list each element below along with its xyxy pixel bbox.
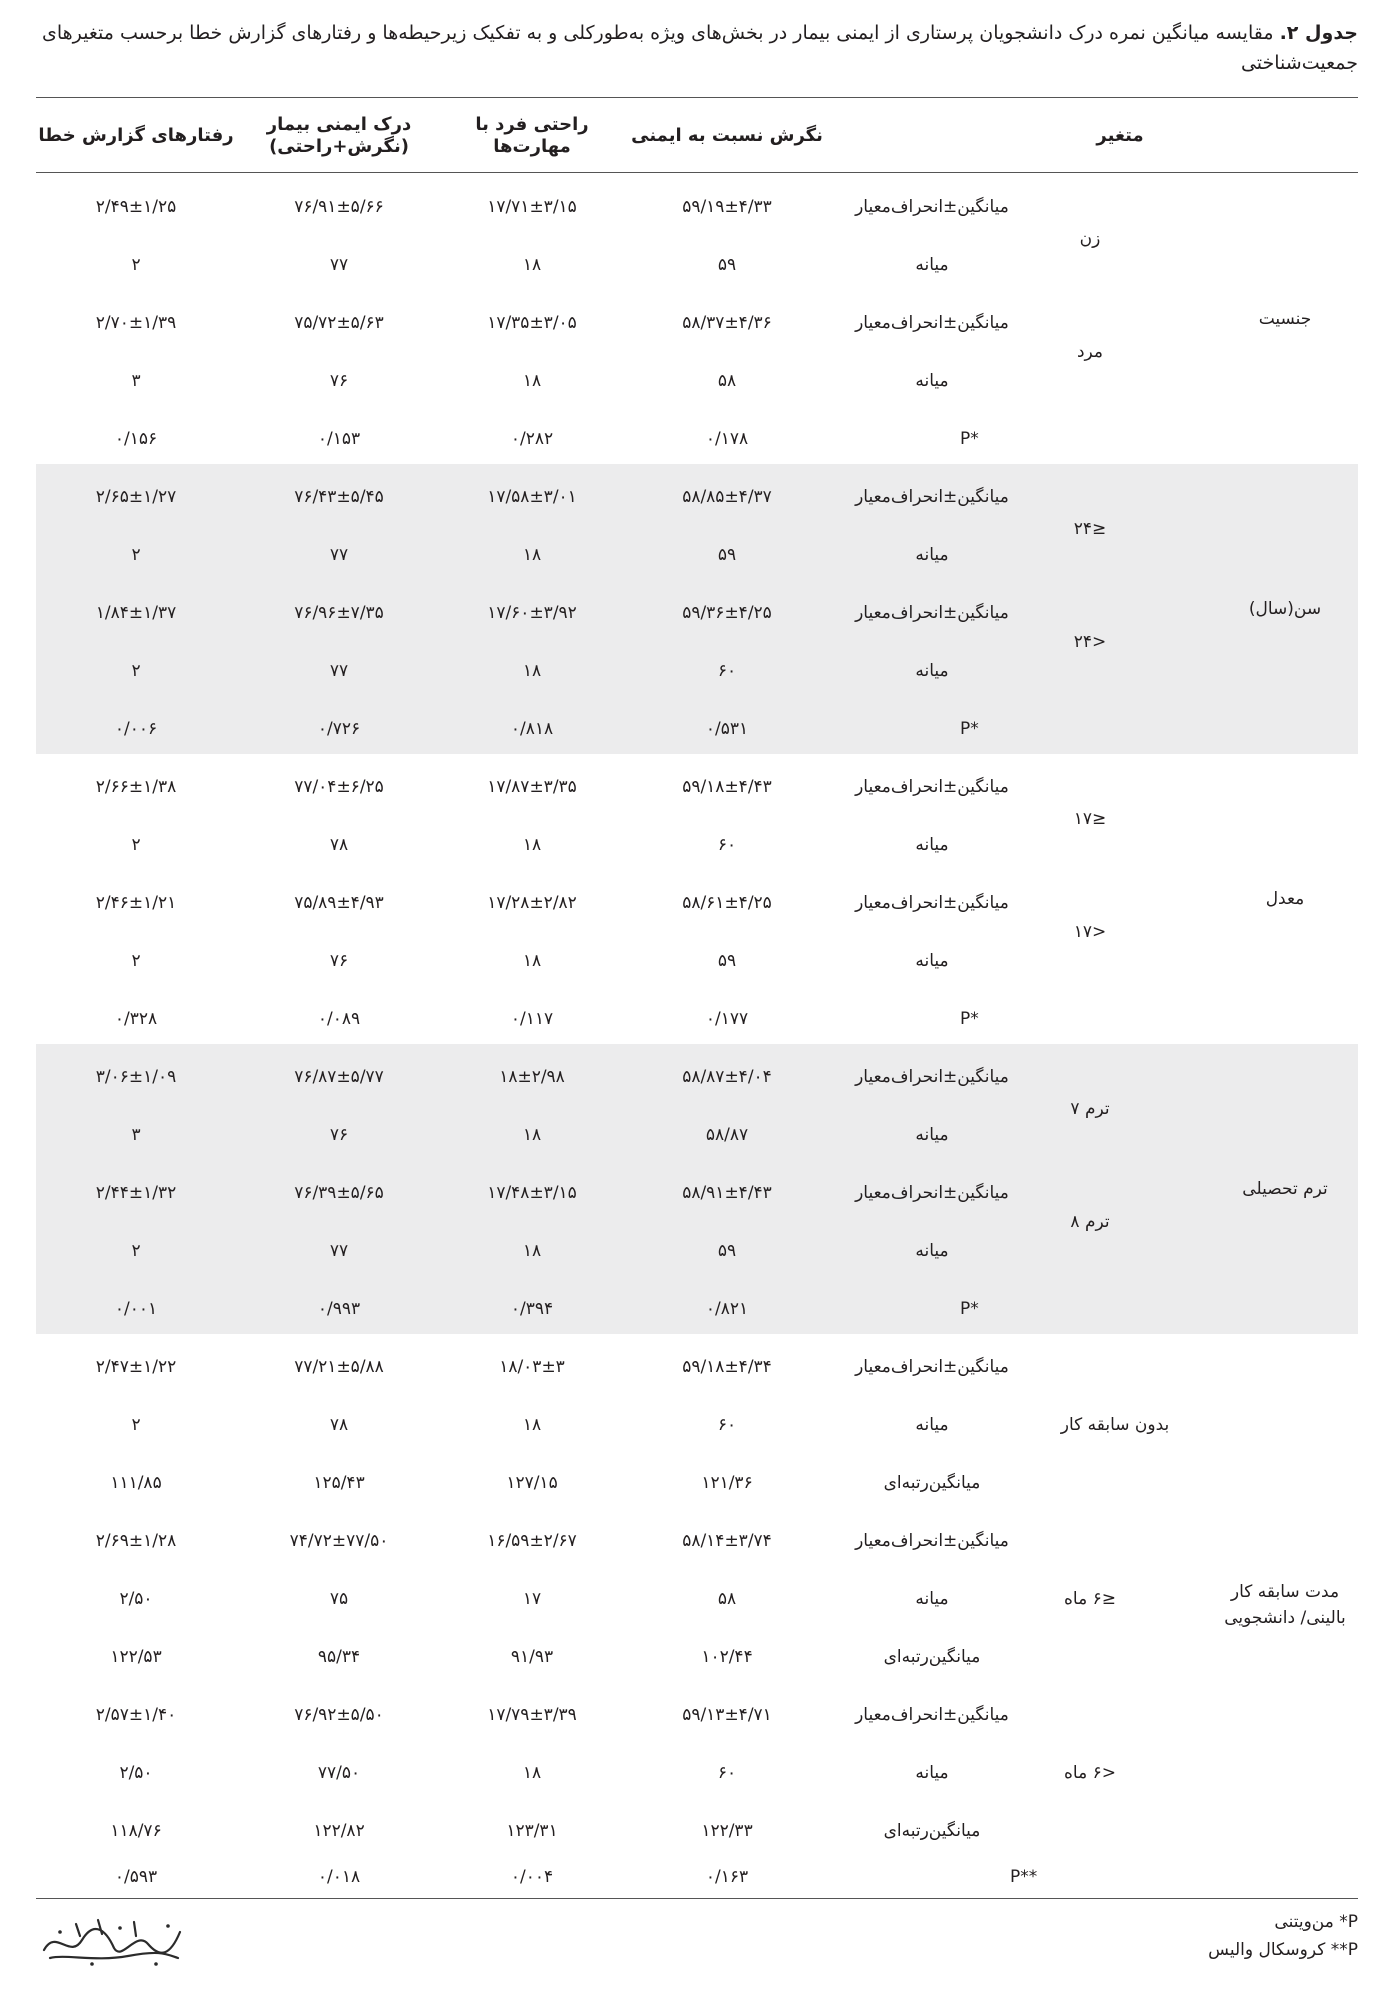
p-value: ۰/۱۵۳	[317, 429, 361, 449]
table-cell: ۱۲۲/۳۳	[701, 1821, 753, 1841]
table-cell: ۲/۶۹±۱/۲۸	[95, 1531, 177, 1551]
p-value: ۰/۱۱۷	[510, 1009, 554, 1029]
table-cell: ۱۷/۷۹±۳/۳۹	[487, 1705, 577, 1725]
table-cell: ۱۷/۶۰±۳/۹۲	[487, 603, 577, 623]
subgroup-label-work-none: بدون سابقه کار	[1060, 1415, 1170, 1435]
stat-label-mean-rank: میانگین‌رتبه‌ای	[883, 1473, 981, 1493]
table-cell: ۲	[131, 951, 141, 971]
table-cell: ۵۹	[717, 1241, 737, 1261]
table-cell: ۱۷/۵۸±۳/۰۱	[487, 487, 577, 507]
subgroup-label-work-le6: ≤۶ ماه	[1064, 1589, 1116, 1609]
table-cell: ۱۸/۰۳±۳	[499, 1357, 565, 1377]
footnote-kruskal-wallis: P** کروسکال والیس	[1208, 1940, 1358, 1960]
table-cell: ۷۶/۹۲±۵/۵۰	[294, 1705, 384, 1725]
stat-label-mean-sd: میانگین±انحراف‌معیار	[855, 197, 1009, 217]
stat-label-mean-sd: میانگین±انحراف‌معیار	[855, 777, 1009, 797]
table-cell: ۱۸	[522, 1763, 542, 1783]
p-value: ۰/۰۱۸	[317, 1867, 361, 1887]
table-cell: ۱۸	[522, 371, 542, 391]
p-label: P*	[960, 429, 979, 449]
table-cell: ۱۱۱/۸۵	[110, 1473, 162, 1493]
table-cell: ۵۹/۱۳±۴/۷۱	[682, 1705, 772, 1725]
table-cell: ۷۶/۹۶±۷/۳۵	[294, 603, 384, 623]
stat-label-median: میانه	[915, 835, 949, 855]
stat-label-median: میانه	[915, 255, 949, 275]
table-cell: ۵۹/۱۸±۴/۴۳	[682, 777, 772, 797]
stat-label-mean-rank: میانگین‌رتبه‌ای	[883, 1647, 981, 1667]
table-cell: ۲	[131, 1241, 141, 1261]
table-cell: ۱۷/۲۸±۲/۸۲	[487, 893, 577, 913]
p-value: ۰/۰۰۴	[510, 1867, 554, 1887]
table-cell: ۵۹/۳۶±۴/۲۵	[682, 603, 772, 623]
table-cell: ۳	[131, 1125, 141, 1145]
table-cell: ۶۰	[717, 1415, 737, 1435]
table-cell: ۱۷/۷۱±۳/۱۵	[487, 197, 577, 217]
header-comfort: راحتی فرد با مهارت‌ها	[475, 114, 589, 157]
subgroup-label-gpa-le17: ≤۱۷	[1073, 809, 1107, 829]
table-cell: ۷۷	[329, 255, 349, 275]
table-cell: ۲/۷۰±۱/۳۹	[95, 313, 177, 333]
table-cell: ۱۸	[522, 1125, 542, 1145]
table-cell: ۲	[131, 545, 141, 565]
header-attitude: نگرش نسبت به ایمنی	[631, 125, 823, 146]
stat-label-mean-sd: میانگین±انحراف‌معیار	[855, 313, 1009, 333]
stat-label-median: میانه	[915, 1763, 949, 1783]
subgroup-label-age-gt24: <۲۴	[1073, 632, 1107, 652]
group-label-work: مدت سابقه کار بالینی/ دانشجویی	[1224, 1582, 1346, 1628]
group-label-age: سن(سال)	[1248, 599, 1322, 619]
p-label: P**	[1010, 1867, 1038, 1887]
table-cell: ۱۷/۴۸±۳/۱۵	[487, 1183, 577, 1203]
stat-label-median: میانه	[915, 1125, 949, 1145]
p-value: ۰/۹۹۳	[317, 1299, 361, 1319]
p-value: ۰/۳۲۸	[114, 1009, 158, 1029]
stat-label-mean-sd: میانگین±انحراف‌معیار	[855, 1357, 1009, 1377]
table-cell: ۶۰	[717, 661, 737, 681]
table-cell: ۱۲۲/۸۲	[313, 1821, 365, 1841]
stat-label-mean-sd: میانگین±انحراف‌معیار	[855, 893, 1009, 913]
p-label: P*	[960, 1009, 979, 1029]
stat-label-mean-sd: میانگین±انحراف‌معیار	[855, 487, 1009, 507]
p-value: ۰/۱۶۳	[705, 1867, 749, 1887]
table-cell: ۶۰	[717, 835, 737, 855]
table-cell: ۱۸±۲/۹۸	[499, 1067, 565, 1087]
p-value: ۰/۱۷۷	[705, 1009, 749, 1029]
subgroup-label-age-le24: ≤۲۴	[1073, 519, 1107, 539]
table-cell: ۲/۵۷±۱/۴۰	[95, 1705, 177, 1725]
table-cell: ۷۶/۳۹±۵/۶۵	[294, 1183, 384, 1203]
subgroup-label-term8: ترم ۸	[1070, 1212, 1110, 1232]
p-label: P*	[960, 1299, 979, 1319]
table-cell: ۱۸	[522, 835, 542, 855]
table-cell: ۵۸/۸۵±۴/۳۷	[682, 487, 772, 507]
caption-text: مقایسه میانگین نمره درک دانشجویان پرستاری از ایمنی بیمار در بخش‌های ویژه به‌طورکلی و به تفکیک زیرحیطه‌ها و رفتارهای گزارش خطا برحسب متغیرهای جمعیت‌شناختی	[41, 22, 1358, 74]
table-cell: ۷۷/۲۱±۵/۸۸	[294, 1357, 384, 1377]
table-cell: ۱۸	[522, 545, 542, 565]
subgroup-label-female: زن	[1079, 229, 1101, 249]
stat-label-median: میانه	[915, 951, 949, 971]
journal-logo	[36, 1910, 186, 1972]
table-cell: ۱۸	[522, 1415, 542, 1435]
table-cell: ۲/۴۷±۱/۲۲	[95, 1357, 177, 1377]
table-cell: ۶۰	[717, 1763, 737, 1783]
table-cell: ۷۶	[329, 951, 349, 971]
stat-label-mean-rank: میانگین‌رتبه‌ای	[883, 1821, 981, 1841]
stat-label-median: میانه	[915, 1241, 949, 1261]
table-cell: ۲	[131, 1415, 141, 1435]
p-value: ۰/۲۸۲	[510, 429, 554, 449]
table-cell: ۳/۰۶±۱/۰۹	[95, 1067, 177, 1087]
header-variable: متغیر	[1096, 125, 1144, 146]
header-reporting: رفتارهای گزارش خطا	[38, 125, 234, 146]
stat-label-mean-sd: میانگین±انحراف‌معیار	[855, 1531, 1009, 1551]
table-cell: ۵۸	[717, 1589, 737, 1609]
table-cell: ۱۲۷/۱۵	[506, 1473, 558, 1493]
table-cell: ۲/۴۹±۱/۲۵	[95, 197, 177, 217]
table-cell: ۵۹	[717, 255, 737, 275]
header-perception: درک ایمنی بیمار (نگرش+راحتی)	[266, 114, 412, 157]
p-value: ۰/۰۰۱	[114, 1299, 158, 1319]
p-value: ۰/۸۲۱	[705, 1299, 749, 1319]
stat-label-median: میانه	[915, 1415, 949, 1435]
p-value: ۰/۱۵۶	[114, 429, 158, 449]
table-cell: ۵۹/۱۹±۴/۳۳	[682, 197, 772, 217]
table-cell: ۵۹/۱۸±۴/۳۴	[682, 1357, 772, 1377]
table-cell: ۲	[131, 255, 141, 275]
table-cell: ۵۸/۱۴±۳/۷۴	[682, 1531, 772, 1551]
stat-label-median: میانه	[915, 661, 949, 681]
group-label-gpa: معدل	[1265, 889, 1305, 909]
subgroup-label-term7: ترم ۷	[1070, 1099, 1110, 1119]
table-cell: ۷۷	[329, 545, 349, 565]
table-cell: ۷۸	[329, 835, 349, 855]
p-value: ۰/۸۱۸	[510, 719, 554, 739]
table-cell: ۱۲۲/۵۳	[110, 1647, 162, 1667]
table-cell: ۹۵/۳۴	[317, 1647, 361, 1667]
table-cell: ۱۷/۸۷±۳/۳۵	[487, 777, 577, 797]
table-cell: ۱۸	[522, 661, 542, 681]
table-cell: ۲	[131, 661, 141, 681]
footnote-mann-whitney: P* من‌ویتنی	[1274, 1912, 1358, 1932]
stat-label-mean-sd: میانگین±انحراف‌معیار	[855, 1705, 1009, 1725]
stat-label-mean-sd: میانگین±انحراف‌معیار	[855, 1183, 1009, 1203]
subgroup-label-work-gt6: <۶ ماه	[1064, 1763, 1116, 1783]
table-cell: ۲/۵۰	[119, 1589, 153, 1609]
table-cell: ۱۶/۵۹±۲/۶۷	[487, 1531, 577, 1551]
p-value: ۰/۷۲۶	[317, 719, 361, 739]
table-cell: ۱۸	[522, 255, 542, 275]
table-cell: ۲/۴۶±۱/۲۱	[95, 893, 177, 913]
table-cell: ۷۶/۴۳±۵/۴۵	[294, 487, 384, 507]
stat-label-mean-sd: میانگین±انحراف‌معیار	[855, 1067, 1009, 1087]
p-label: P*	[960, 719, 979, 739]
table-cell: ۲	[131, 835, 141, 855]
table-cell: ۹۱/۹۳	[510, 1647, 554, 1667]
header-rule	[36, 172, 1358, 173]
table-cell: ۷۶	[329, 371, 349, 391]
table-cell: ۵۸	[717, 371, 737, 391]
stat-label-median: میانه	[915, 371, 949, 391]
table-cell: ۵۸/۹۱±۴/۴۳	[682, 1183, 772, 1203]
caption-label: جدول ۲.	[1279, 22, 1358, 44]
journal-logo-calligraphy	[36, 1910, 186, 1972]
table-cell: ۷۷	[329, 1241, 349, 1261]
table-cell: ۱۲۱/۳۶	[701, 1473, 753, 1493]
table-cell: ۷۶	[329, 1125, 349, 1145]
table-cell: ۷۵/۷۲±۵/۶۳	[294, 313, 384, 333]
table-cell: ۱/۸۴±۱/۳۷	[95, 603, 177, 623]
table-cell: ۱۰۲/۴۴	[701, 1647, 753, 1667]
table-cell: ۱۷/۳۵±۳/۰۵	[487, 313, 577, 333]
table-cell: ۷۶/۸۷±۵/۷۷	[294, 1067, 384, 1087]
p-value: ۰/۰۸۹	[317, 1009, 361, 1029]
p-value: ۰/۰۰۶	[114, 719, 158, 739]
table-cell: ۷۵/۸۹±۴/۹۳	[294, 893, 384, 913]
table-cell: ۲/۶۶±۱/۳۸	[95, 777, 177, 797]
subgroup-label-gpa-gt17: <۱۷	[1073, 922, 1107, 942]
table-cell: ۱۲۳/۳۱	[506, 1821, 558, 1841]
table-cell: ۷۶/۹۱±۵/۶۶	[294, 197, 384, 217]
table-caption	[36, 18, 1358, 78]
p-value: ۰/۳۹۴	[510, 1299, 554, 1319]
table-cell: ۳	[131, 371, 141, 391]
table-cell: ۱۱۸/۷۶	[110, 1821, 162, 1841]
table-cell: ۵۹	[717, 951, 737, 971]
table-cell: ۵۸/۶۱±۴/۲۵	[682, 893, 772, 913]
table-cell: ۱۷	[522, 1589, 542, 1609]
group-label-term: ترم تحصیلی	[1242, 1179, 1328, 1199]
table-cell: ۵۹	[717, 545, 737, 565]
p-value: ۰/۵۹۳	[114, 1867, 158, 1887]
stat-label-median: میانه	[915, 545, 949, 565]
table-cell: ۷۷	[329, 661, 349, 681]
p-value: ۰/۵۳۱	[705, 719, 749, 739]
table-cell: ۲/۶۵±۱/۲۷	[95, 487, 177, 507]
p-value: ۰/۱۷۸	[705, 429, 749, 449]
table-cell: ۱۲۵/۴۳	[313, 1473, 365, 1493]
table-cell: ۷۴/۷۲±۷۷/۵۰	[289, 1531, 389, 1551]
group-label-gender: جنسیت	[1258, 309, 1312, 329]
table-cell: ۷۷/۵۰	[317, 1763, 361, 1783]
table-cell: ۷۷/۰۴±۶/۲۵	[294, 777, 384, 797]
top-rule	[36, 97, 1358, 98]
table-cell: ۲/۵۰	[119, 1763, 153, 1783]
stat-label-mean-sd: میانگین±انحراف‌معیار	[855, 603, 1009, 623]
table-cell: ۷۵	[329, 1589, 349, 1609]
subgroup-label-male: مرد	[1076, 342, 1104, 362]
stat-label-median: میانه	[915, 1589, 949, 1609]
table-cell: ۷۸	[329, 1415, 349, 1435]
table-cell: ۵۸/۳۷±۴/۳۶	[682, 313, 772, 333]
table-cell: ۲/۴۴±۱/۳۲	[95, 1183, 177, 1203]
table-cell: ۱۸	[522, 951, 542, 971]
table-cell: ۵۸/۸۷±۴/۰۴	[682, 1067, 772, 1087]
table-cell: ۵۸/۸۷	[705, 1125, 749, 1145]
table-cell: ۱۸	[522, 1241, 542, 1261]
